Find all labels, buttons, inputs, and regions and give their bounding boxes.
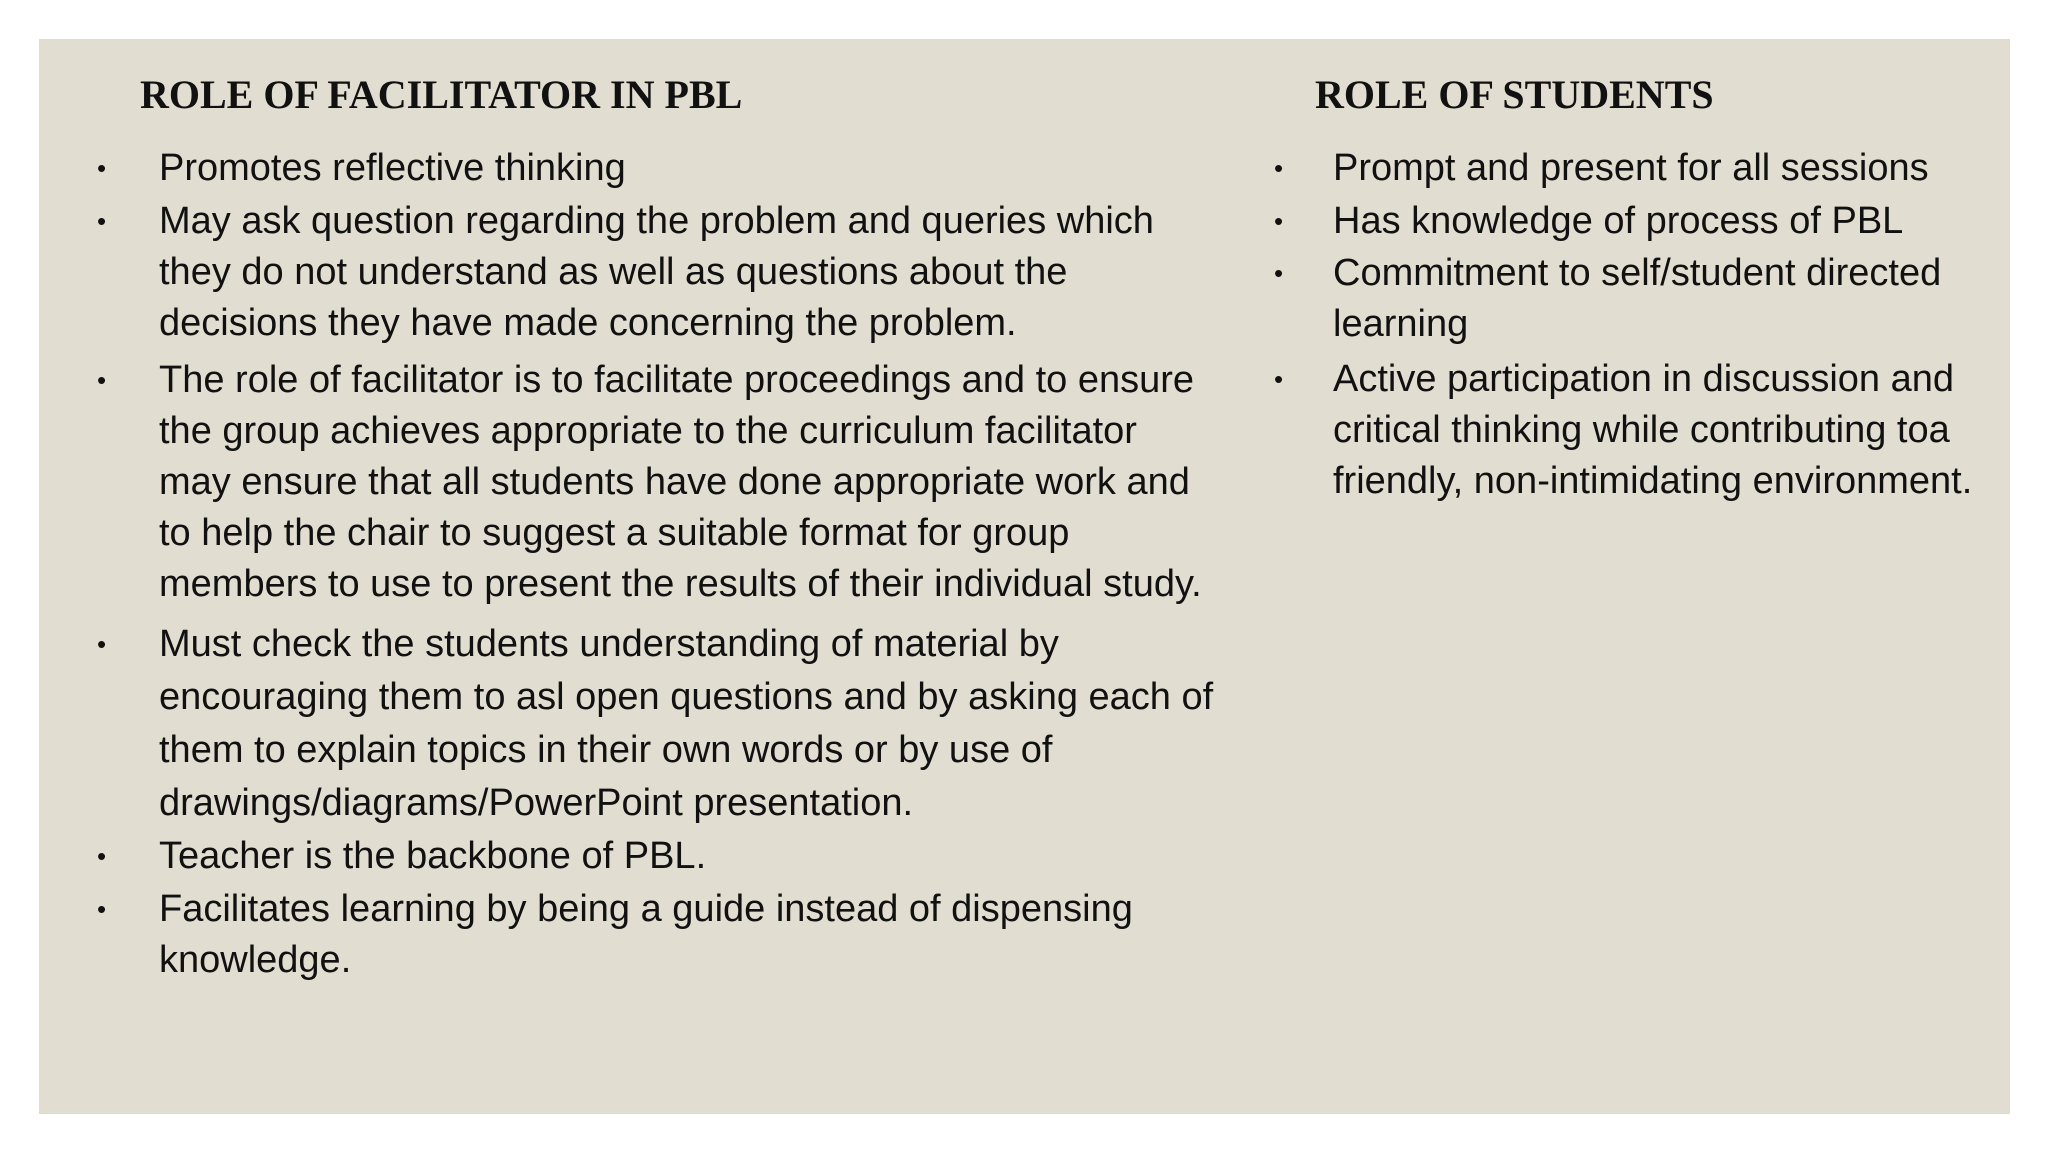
- bullet-text: Commitment to self/student directed learning: [1333, 252, 1942, 345]
- bullet-text: Facilitates learning by being a guide instead of dispensing knowledge.: [159, 888, 1133, 981]
- bullet-text: Promotes reflective thinking: [159, 147, 626, 189]
- bullet-text: Must check the students understanding of material by encouraging them to asl open questions and by asking each of them to explain topics in their own words or by use of drawings/diagrams/PowerPoint presentation.: [159, 623, 1214, 824]
- slide: [39, 39, 2010, 1114]
- bullet-icon: •: [1274, 258, 1284, 288]
- bullet-icon: •: [97, 365, 107, 395]
- bullet-item: [1219, 143, 2009, 194]
- bullet-item: [39, 355, 1219, 610]
- bullet-icon: •: [97, 894, 107, 924]
- bullet-icon: •: [1274, 364, 1284, 394]
- facilitator-heading: ROLE OF FACILITATOR IN PBL: [140, 72, 743, 117]
- bullet-text: Teacher is the backbone of PBL.: [159, 835, 707, 877]
- bullet-icon: •: [97, 629, 107, 659]
- bullet-item: [39, 143, 1219, 194]
- bullet-item: [1219, 354, 2009, 507]
- bullet-icon: •: [97, 206, 107, 236]
- bullet-text: May ask question regarding the problem and queries which they do not understand as well as questions about the decisions they have made concerning the problem.: [159, 200, 1154, 344]
- bullet-icon: •: [1274, 153, 1284, 183]
- bullet-text: Has knowledge of process of PBL: [1333, 200, 1904, 242]
- bullet-text: Prompt and present for all sessions: [1333, 147, 1929, 189]
- bullet-icon: •: [97, 841, 107, 871]
- bullet-text: Active participation in discussion and critical thinking while contributing toa friendly, non-intimidating environment.: [1333, 358, 1973, 502]
- bullet-text: The role of facilitator is to facilitate proceedings and to ensure the group achieves appropriate to the curriculum facilitator may ensure that all students have done appropriate work and to help the chair to suggest a suitable format for group members to use to present the results of their individual study.: [159, 359, 1202, 605]
- bullet-icon: •: [97, 153, 107, 183]
- facilitator-bullet-list: [39, 143, 1219, 986]
- students-heading: ROLE OF STUDENTS: [1315, 72, 1714, 117]
- bullet-icon: •: [1274, 206, 1284, 236]
- bullet-item: [39, 618, 1219, 830]
- bullet-item: [39, 884, 1219, 986]
- bullet-item: [1219, 248, 2009, 350]
- bullet-item: [1219, 196, 2009, 247]
- students-bullet-list: [1219, 143, 2009, 507]
- bullet-item: [39, 831, 1219, 882]
- bullet-item: [39, 196, 1219, 349]
